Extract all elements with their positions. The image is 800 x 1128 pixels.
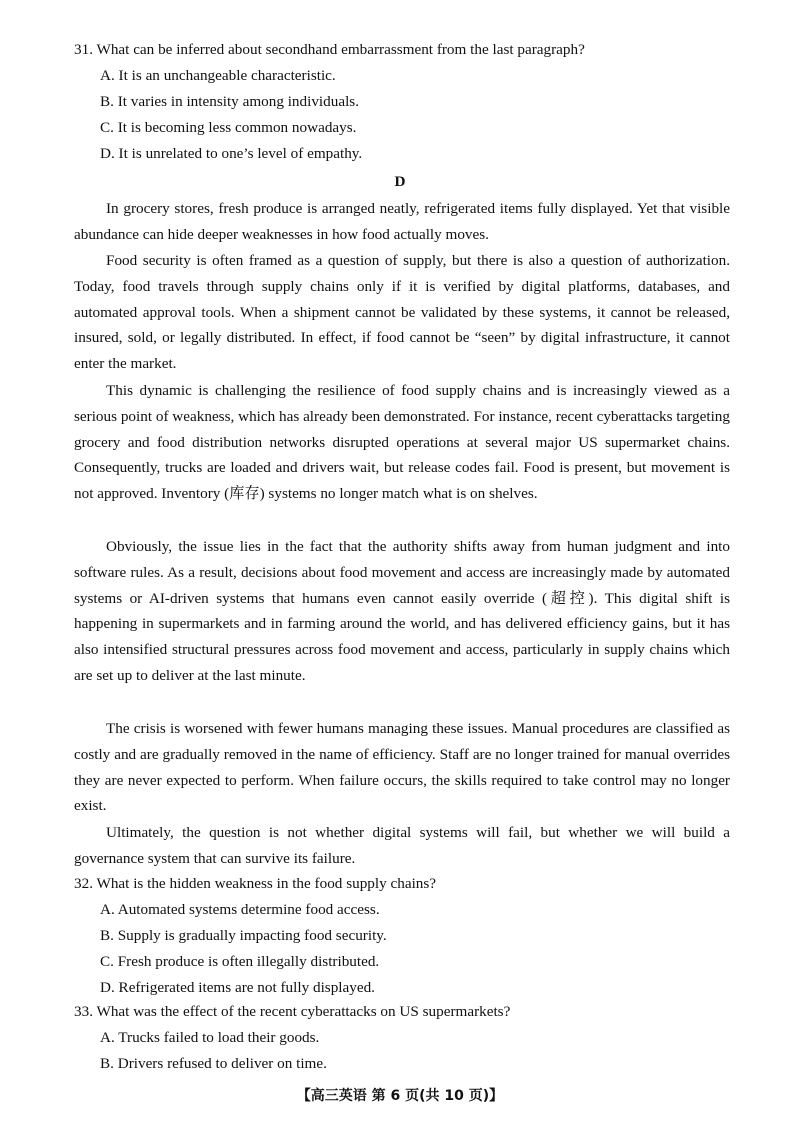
question-32-option-b: B. Supply is gradually impacting food security. bbox=[100, 927, 387, 944]
question-31-option-d: D. It is unrelated to one’s level of empathy. bbox=[100, 145, 363, 162]
question-31-option-b: B. It varies in intensity among individuals. bbox=[100, 93, 360, 110]
page-footer: 【高三英语 第 6 页(共 10 页)】 bbox=[296, 1088, 504, 1104]
passage-paragraph-3: This dynamic is challenging the resilience of food supply chains and is increasingly viewed as a serious point of weakness, which has already been demonstrated. For instance, recent cyberattacks targeting grocery and food distribution networks disrupted operations at several major US supermarket chains. Consequently, trucks are loaded and drivers wait, but release codes fail. Food is present, but movement is not approved. Inventory (库存) systems no longer match what is on shelves. bbox=[74, 382, 730, 503]
question-33-stem: 33. What was the effect of the recent cyberattacks on US supermarkets? bbox=[74, 1003, 511, 1020]
passage-paragraph-6: Ultimately, the question is not whether digital systems will fail, but whether we will build a governance system that can survive its failure. bbox=[74, 824, 730, 867]
passage-paragraph-1: In grocery stores, fresh produce is arranged neatly, refrigerated items fully displayed. Yet that visible abundance can hide deeper weaknesses in how food actually moves. bbox=[74, 200, 730, 243]
question-32-option-a: A. Automated systems determine food access. bbox=[100, 901, 380, 918]
passage-paragraph-5: The crisis is worsened with fewer humans managing these issues. Manual procedures are classified as costly and are gradually removed in the name of efficiency. Staff are no longer trained for manual overrides they are never expected to perform. When failure occurs, the skills required to take control may no longer exist. bbox=[74, 720, 730, 815]
question-31-stem: 31. What can be inferred about secondhand embarrassment from the last paragraph? bbox=[74, 41, 585, 58]
question-33-option-a: A. Trucks failed to load their goods. bbox=[100, 1029, 320, 1046]
question-32-stem: 32. What is the hidden weakness in the food supply chains? bbox=[74, 875, 437, 892]
question-32-option-c: C. Fresh produce is often illegally distributed. bbox=[100, 953, 380, 970]
passage-paragraph-2: Food security is often framed as a question of supply, but there is also a question of authorization. Today, food travels through supply chains only if it is verified by digital platforms, databases, and automated approval tools. When a shipment cannot be validated by these systems, it cannot be released, insured, sold, or legally distributed. In effect, if food cannot be “seen” by digital infrastructure, it cannot enter the market. bbox=[74, 252, 730, 373]
question-33-option-b: B. Drivers refused to deliver on time. bbox=[100, 1055, 327, 1072]
passage-paragraph-4: Obviously, the issue lies in the fact that the authority shifts away from human judgment and into software rules. As a result, decisions about food movement and access are increasingly made by automated systems or AI-driven systems that humans even cannot easily override (超控). This digital shift is happening in supermarkets and in farming around the world, and has delivered efficiency gains, but it has also intensified structural pressures across food movement and access, particularly in supply chains which are set up to deliver at the last minute. bbox=[74, 538, 730, 684]
passage-label: D bbox=[394, 173, 406, 190]
question-31-option-a: A. It is an unchangeable characteristic. bbox=[100, 67, 336, 84]
question-32-option-d: D. Refrigerated items are not fully displayed. bbox=[100, 979, 375, 996]
question-31-option-c: C. It is becoming less common nowadays. bbox=[100, 119, 357, 136]
